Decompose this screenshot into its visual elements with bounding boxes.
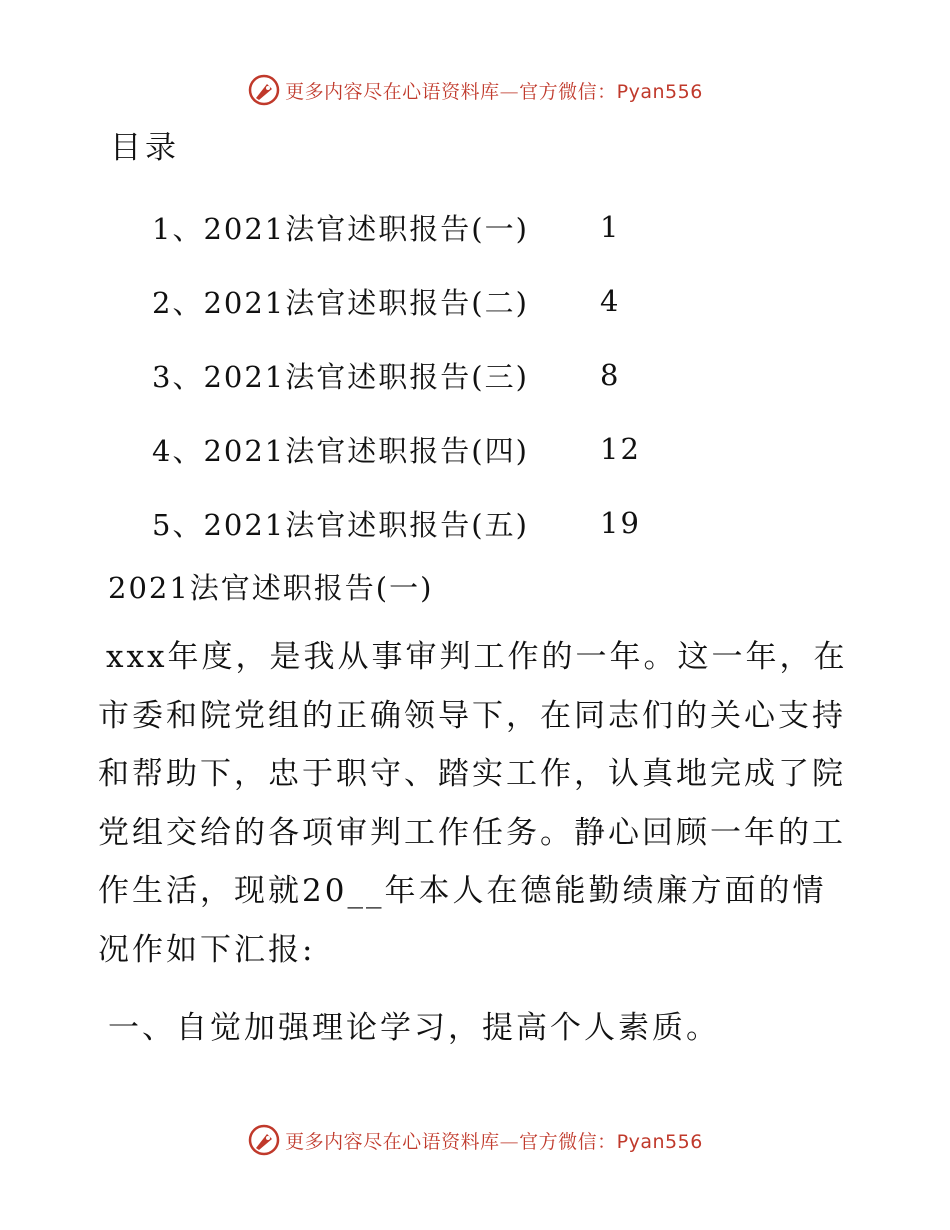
watermark-text: 更多内容尽在心语资料库—官方微信：Pyan556 xyxy=(285,80,703,103)
toc-title: 目录 xyxy=(110,130,180,166)
toc-item-page: 19 xyxy=(600,506,641,540)
toc-item[interactable] xyxy=(152,190,752,264)
pen-nib-logo-icon xyxy=(247,1123,281,1157)
section-title: 2021法官述职报告(一) xyxy=(108,571,434,605)
toc-item-label: 1、2021法官述职报告(一) xyxy=(152,211,529,246)
toc-item-page: 12 xyxy=(600,432,641,466)
toc-item-page: 4 xyxy=(600,284,621,318)
toc-item[interactable] xyxy=(152,412,752,486)
toc-list xyxy=(152,190,752,560)
toc-item-label: 4、2021法官述职报告(四) xyxy=(152,433,529,468)
toc-item[interactable] xyxy=(152,264,752,338)
toc-item-page: 1 xyxy=(600,210,621,244)
footer-watermark xyxy=(0,1120,950,1160)
toc-item-page: 8 xyxy=(600,358,621,392)
toc-item-label: 2、2021法官述职报告(二) xyxy=(152,285,529,320)
toc-item-label: 3、2021法官述职报告(三) xyxy=(152,359,529,394)
toc-item[interactable] xyxy=(152,486,752,560)
header-watermark xyxy=(0,70,950,110)
pen-nib-logo-icon xyxy=(247,73,281,107)
section-subheading: 一、自觉加强理论学习，提高个人素质。 xyxy=(108,1010,720,1046)
toc-item[interactable] xyxy=(152,338,752,412)
body-paragraph: xxx年度，是我从事审判工作的一年。这一年，在市委和院党组的正确领导下，在同志们的关心支持和帮助下，忠于职守、踏实工作，认真地完成了院党组交给的各项审判工作任务。静心回顾一年的工作生活，现就20__年本人在德能勤绩廉方面的情况作如下汇报: xyxy=(98,639,848,968)
watermark-text: 更多内容尽在心语资料库—官方微信：Pyan556 xyxy=(285,1130,703,1153)
toc-item-label: 5、2021法官述职报告(五) xyxy=(152,507,529,542)
